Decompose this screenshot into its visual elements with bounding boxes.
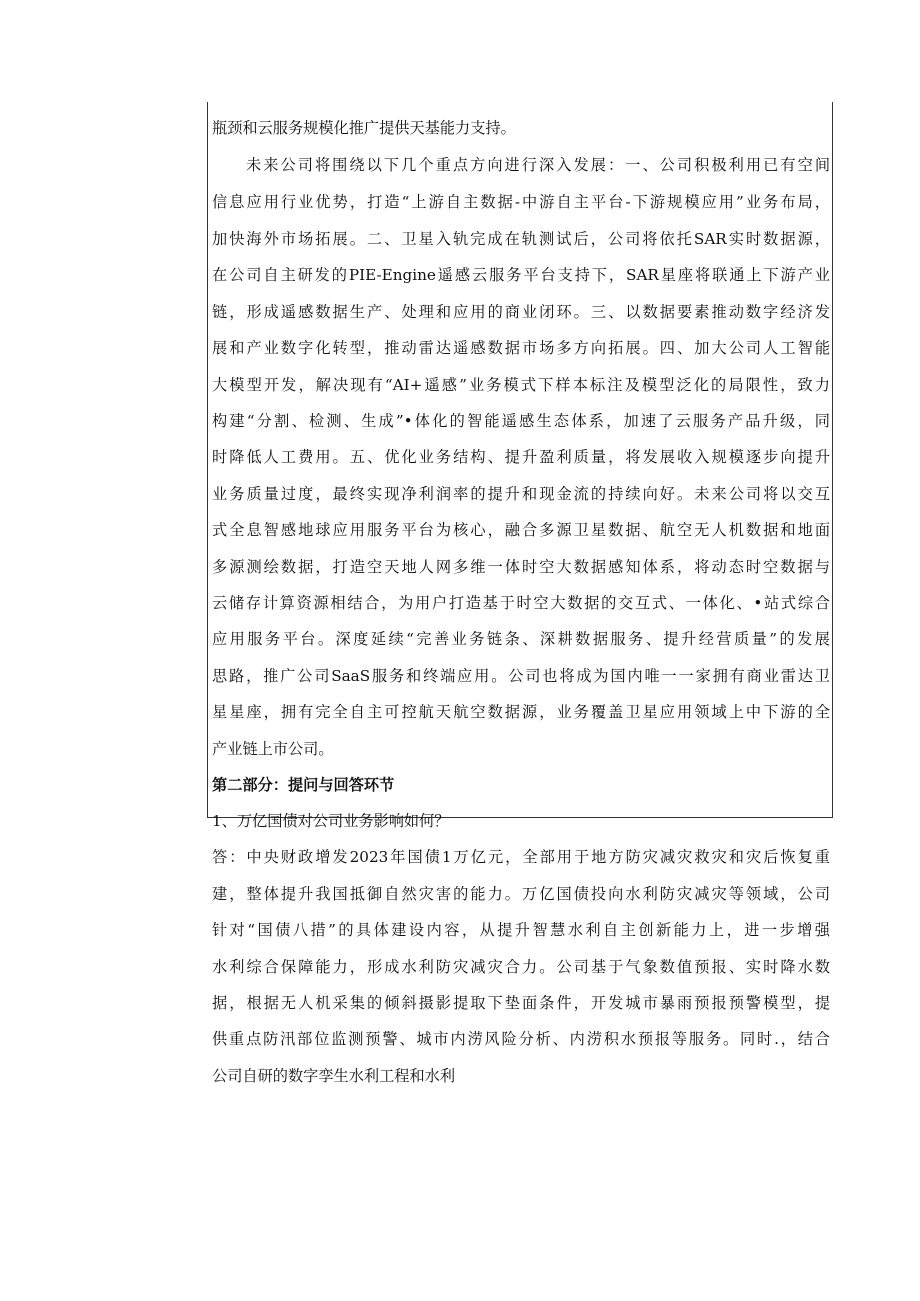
body-line: 云储存计算资源相结合，为用户打造基于时空大数据的交互式、一体化、•站式综合 [212, 594, 830, 612]
body-line: 链，形成遥感数据生产、处理和应用的商业闭环。三、以数据要素推动数字经济发 [212, 303, 830, 321]
body-line: 式全息智感地球应用服务平台为核心，融合多源卫星数据、航空无人机数据和地面 [212, 521, 830, 539]
body-line: 应用服务平台。深度延续“完善业务链条、深耕数据服务、提升经营质量”的发展 [212, 630, 830, 648]
section-heading: 第二部分：提问与回答环节 [212, 776, 395, 794]
answer-line: 据，根据无人机采集的倾斜摄影提取下垫面条件，开发城市暴雨预报预警模型，提 [212, 994, 830, 1012]
body-line: 加快海外市场拓展。二、卫星入轨完成在轨测试后，公司将依托SAR实时数据源， [212, 230, 830, 248]
answer-line: 答：中央财政增发2023年国债1万亿元，全部用于地方防灾减灾救灾和灾后恢复重 [212, 848, 830, 866]
paragraph-first-line: 未来公司将围绕以下几个重点方向进行深入发展：一、公司积极利用已有空间 [246, 156, 830, 174]
answer-line: 公司自研的数字孪生水利工程和水利 [212, 1067, 455, 1085]
body-line: 大模型开发，解决现有“AI+遥感”业务模式下样本标注及模型泛化的局限性，致力 [212, 376, 830, 394]
body-line: 时降低人工费用。五、优化业务结构、提升盈利质量，将发展收入规模逐步向提升 [212, 448, 830, 466]
answer-line: 建，整体提升我国抵御自然灾害的能力。万亿国债投向水利防灾减灾等领域，公司 [212, 885, 830, 903]
body-line: 瓶颈和云服务规模化推广提供天基能力支持。 [212, 119, 516, 137]
answer-line: 针对“国债八措”的具体建设内容，从提升智慧水利自主创新能力上，进一步增强 [212, 921, 830, 939]
body-line: 产业链上市公司。 [212, 740, 334, 758]
body-line: 在公司自主研发的PIE-Engine遥感云服务平台支持下，SAR星座将联通上下游产业 [212, 266, 830, 284]
body-line: 构建“分割、检测、生成”•体化的智能遥感生态体系，加速了云服务产品升级，同 [212, 412, 830, 430]
answer-line: 水利综合保障能力，形成水利防灾减灾合力。公司基于气象数值预报、实时降水数 [212, 958, 830, 976]
answer-line: 供重点防汛部位监测预警、城市内涝风险分析、内涝积水预报等服务。同时.，结合 [212, 1030, 830, 1048]
body-line: 展和产业数字化转型，推动雷达遥感数据市场多方向拓展。四、加大公司人工智能 [212, 339, 830, 357]
question-text: 1、万亿国债对公司业务影响如何？ [212, 812, 450, 830]
body-line: 多源测绘数据，打造空天地人网多维一体时空大数据感知体系，将动态时空数据与 [212, 558, 830, 576]
body-line: 思路，推广公司SaaS服务和终端应用。公司也将成为国内唯一一家拥有商业雷达卫 [212, 667, 830, 685]
body-line: 星星座，拥有完全自主可控航天航空数据源，业务覆盖卫星应用领域上中下游的全 [212, 703, 830, 721]
body-line: 业务质量过度，最终实现净利润率的提升和现金流的持续向好。未来公司将以交互 [212, 485, 830, 503]
body-line: 信息应用行业优势，打造“上游自主数据-中游自主平台-下游规模应用”业务布局， [212, 193, 830, 211]
